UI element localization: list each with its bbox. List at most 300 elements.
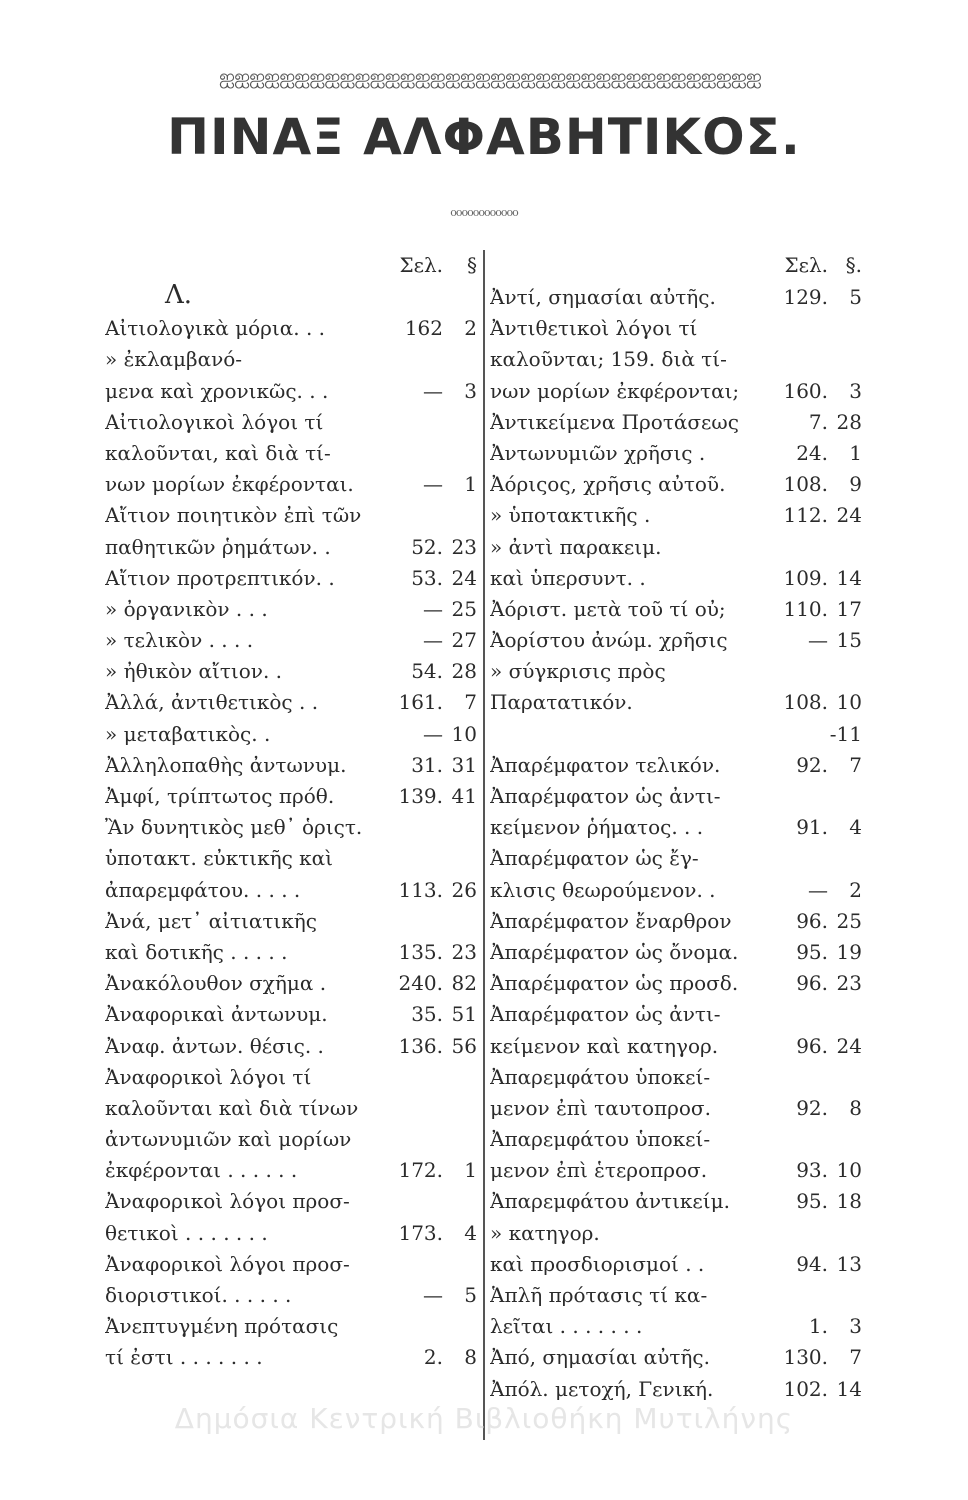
entry-text: Ἀορίστου ἀνώμ. χρῆσις bbox=[490, 628, 728, 653]
section-number bbox=[443, 1249, 477, 1280]
page-number: 108. bbox=[783, 472, 828, 497]
section-number bbox=[828, 781, 862, 812]
index-entry bbox=[105, 500, 477, 531]
index-entry bbox=[490, 1249, 862, 1280]
index-entry bbox=[105, 1249, 477, 1280]
section-number bbox=[828, 1280, 862, 1311]
index-entry bbox=[105, 594, 477, 625]
entry-text: Ἀπαρέμφατον ὡς ἀντι- bbox=[490, 1002, 721, 1027]
index-entry bbox=[105, 875, 477, 906]
index-entry bbox=[490, 1311, 862, 1342]
index-entry bbox=[105, 438, 477, 469]
section-number bbox=[443, 1124, 477, 1155]
entry-text: Ἀπαρεμφάτου ἀντικείμ. bbox=[490, 1189, 730, 1214]
entry-text: » μεταβατικὸς. . bbox=[105, 721, 271, 746]
index-entry bbox=[490, 750, 862, 781]
page-number: — bbox=[423, 721, 443, 746]
index-entry bbox=[105, 812, 477, 843]
entry-text: » ὑποτακτικῆς . bbox=[490, 503, 651, 528]
index-entry bbox=[490, 781, 862, 812]
section-number: 24 bbox=[836, 1033, 862, 1058]
section-number: 4 bbox=[849, 815, 862, 840]
title-ornament: oooooooooooo bbox=[450, 206, 518, 219]
entry-text: Ἂν δυνητικὸς μεθ᾽ ὁριςτ. bbox=[105, 815, 363, 840]
entry-text: κλισις θεωρούμενον. . bbox=[490, 877, 716, 902]
section-number bbox=[443, 1093, 477, 1124]
section-column-label: § bbox=[467, 253, 477, 277]
page-number: 91. bbox=[796, 815, 828, 840]
section-number: 8 bbox=[464, 1345, 477, 1370]
section-number bbox=[443, 500, 477, 531]
index-entry bbox=[105, 843, 477, 874]
page-number: 95. bbox=[796, 1189, 828, 1214]
right-column-header bbox=[490, 248, 862, 282]
index-entry bbox=[105, 968, 477, 999]
page-column-label: Σελ. bbox=[784, 253, 828, 277]
page-number bbox=[758, 1280, 828, 1311]
left-column bbox=[105, 248, 477, 1374]
section-number: 25 bbox=[451, 596, 477, 621]
page-number: 161. bbox=[398, 690, 443, 715]
index-entry bbox=[105, 1342, 477, 1373]
section-number: -11 bbox=[829, 721, 862, 746]
page-number: 108. bbox=[783, 690, 828, 715]
index-entry bbox=[105, 1031, 477, 1062]
index-entry bbox=[490, 1062, 862, 1093]
page-number bbox=[758, 1124, 828, 1155]
section-number: 82 bbox=[451, 971, 477, 996]
page-number bbox=[373, 407, 443, 438]
section-number bbox=[828, 344, 862, 375]
entry-text: Αἴτιον ποιητικὸν ἐπὶ τῶν bbox=[105, 503, 362, 528]
section-number: 9 bbox=[849, 472, 862, 497]
index-entry bbox=[490, 532, 862, 563]
page-number: 160. bbox=[783, 378, 828, 403]
page-number: — bbox=[423, 628, 443, 653]
index-entry bbox=[490, 906, 862, 937]
page-number: 93. bbox=[796, 1158, 828, 1183]
index-entry bbox=[490, 719, 862, 750]
entry-text: Ἀπαρέμφατον ὡς ὄνομα. bbox=[490, 939, 739, 964]
page-number bbox=[373, 1062, 443, 1093]
section-number: 1 bbox=[849, 440, 862, 465]
page-number bbox=[373, 1311, 443, 1342]
entry-text: Ἀμφί, τρίπτωτος πρόθ. bbox=[105, 784, 335, 808]
section-number bbox=[828, 313, 862, 344]
page-number: 240. bbox=[398, 971, 443, 996]
section-number: 26 bbox=[451, 877, 477, 902]
index-entry bbox=[490, 1124, 862, 1155]
page-number: 7. bbox=[808, 409, 828, 434]
index-entry bbox=[490, 1218, 862, 1249]
page-number: 96. bbox=[796, 908, 828, 933]
entry-text: Ἀντί, σημασίαι αὐτῆς. bbox=[490, 285, 716, 309]
entry-text: διοριστικοί. . . . . . bbox=[105, 1283, 292, 1307]
section-number: 14 bbox=[836, 1376, 862, 1401]
index-entry bbox=[105, 469, 477, 500]
section-number: 23 bbox=[836, 971, 862, 996]
page-number: 54. bbox=[411, 659, 443, 684]
page-number: 113. bbox=[398, 877, 443, 902]
section-number: 41 bbox=[451, 784, 477, 808]
page-number: 136. bbox=[398, 1033, 443, 1058]
entry-text: Ἀλληλοπαθὴς ἀντωνυμ. bbox=[105, 752, 347, 777]
page-number: 172. bbox=[398, 1158, 443, 1183]
page-number: — bbox=[808, 877, 828, 902]
page-number: 129. bbox=[783, 285, 828, 309]
index-entry bbox=[490, 656, 862, 687]
index-entry bbox=[490, 937, 862, 968]
entry-text: Ἀναφορικοὶ λόγοι τί bbox=[105, 1064, 312, 1089]
page-number: — bbox=[423, 596, 443, 621]
section-number bbox=[443, 1186, 477, 1217]
page-number: 95. bbox=[796, 939, 828, 964]
index-entry bbox=[105, 1155, 477, 1186]
page-number: — bbox=[423, 1283, 443, 1307]
page-number: 24. bbox=[796, 440, 828, 465]
entry-text: » κατηγορ. bbox=[490, 1220, 600, 1245]
index-entry bbox=[105, 1311, 477, 1342]
page-number: 2. bbox=[423, 1345, 443, 1370]
page-number: 173. bbox=[398, 1220, 443, 1245]
section-number: 19 bbox=[836, 939, 862, 964]
index-entry bbox=[490, 469, 862, 500]
column-divider bbox=[483, 250, 485, 1440]
page-number: 135. bbox=[398, 939, 443, 964]
index-entry bbox=[105, 532, 477, 563]
section-number: 24 bbox=[836, 503, 862, 528]
section-number bbox=[443, 812, 477, 843]
index-entry bbox=[490, 1186, 862, 1217]
entry-text: » ὀργανικὸν . . . bbox=[105, 596, 268, 621]
section-number: 3 bbox=[464, 378, 477, 403]
left-column-header bbox=[105, 248, 477, 282]
top-ornament-border: ஐஐஐஐஐஐஐஐஐஐஐஐஐஐஐஐஐஐஐஐஐஐஐஐஐஐஐஐஐஐஐஐஐஐஐஐ bbox=[219, 64, 761, 88]
index-entry bbox=[105, 687, 477, 718]
section-number: 23 bbox=[451, 939, 477, 964]
page-number bbox=[758, 781, 828, 812]
entry-text: » ἠθικὸν αἴτιον. . bbox=[105, 659, 283, 684]
page-number bbox=[373, 500, 443, 531]
index-entry bbox=[105, 937, 477, 968]
section-column-label: §. bbox=[845, 253, 862, 277]
section-number bbox=[828, 1124, 862, 1155]
index-entry bbox=[105, 625, 477, 656]
index-entry bbox=[105, 750, 477, 781]
index-entry bbox=[490, 687, 862, 718]
page-number bbox=[758, 313, 828, 344]
index-entry bbox=[490, 1093, 862, 1124]
section-number: 10 bbox=[451, 721, 477, 746]
entry-text: Ἀπαρέμφατον ὡς προσδ. bbox=[490, 971, 739, 996]
section-number bbox=[443, 906, 477, 937]
index-entry bbox=[105, 1280, 477, 1311]
section-number: 3 bbox=[849, 1314, 862, 1339]
entry-text: κείμενον καὶ κατηγορ. bbox=[490, 1033, 719, 1058]
section-number: 10 bbox=[836, 1158, 862, 1183]
page-number: 96. bbox=[796, 971, 828, 996]
entry-text: Παρατατικόν. bbox=[490, 690, 633, 715]
section-number: 7 bbox=[849, 752, 862, 777]
section-number: 1 bbox=[464, 472, 477, 497]
index-entry bbox=[105, 344, 477, 375]
page-number bbox=[373, 1124, 443, 1155]
entry-text: Ἀπαρέμφατον ἔναρθρον bbox=[490, 908, 732, 933]
entry-text: καλοῦνται; 159. διὰ τί- bbox=[490, 347, 727, 372]
entry-text: θετικοὶ . . . . . . . bbox=[105, 1220, 268, 1245]
section-number: 28 bbox=[836, 409, 862, 434]
section-number: 24 bbox=[451, 565, 477, 590]
entry-text: μενα καὶ χρονικῶς. . . bbox=[105, 378, 329, 403]
index-entry bbox=[490, 344, 862, 375]
page-number: 130. bbox=[783, 1345, 828, 1370]
entry-text: » τελικὸν . . . . bbox=[105, 628, 254, 653]
index-entry bbox=[490, 313, 862, 344]
section-number: 27 bbox=[451, 628, 477, 653]
entry-text: Αἰτιολογικὰ μόρια. . . bbox=[105, 316, 326, 341]
page-number: 96. bbox=[796, 1033, 828, 1058]
page-number: 92. bbox=[796, 1095, 828, 1120]
section-number: 25 bbox=[836, 908, 862, 933]
page-number: 94. bbox=[796, 1251, 828, 1276]
section-number bbox=[443, 344, 477, 375]
index-entry bbox=[105, 719, 477, 750]
section-number bbox=[443, 438, 477, 469]
section-number: 14 bbox=[836, 565, 862, 590]
section-number: 5 bbox=[464, 1283, 477, 1307]
section-number: 51 bbox=[451, 1002, 477, 1027]
section-number: 7 bbox=[849, 1345, 862, 1370]
section-number: 15 bbox=[836, 628, 862, 653]
section-number bbox=[443, 1311, 477, 1342]
entry-text: ἀντωνυμιῶν καὶ μορίων bbox=[105, 1127, 352, 1152]
page-number: — bbox=[423, 378, 443, 403]
page-number bbox=[373, 282, 443, 313]
entry-text: Ἀναφ. ἀντων. θέσις. . bbox=[105, 1033, 324, 1058]
entry-text: Ἀπαρεμφάτου ὑποκεί- bbox=[490, 1064, 711, 1089]
entry-text: Αἴτιον προτρεπτικόν. . bbox=[105, 565, 335, 590]
entry-text: Ἀπαρέμφατον τελικόν. bbox=[490, 752, 721, 777]
section-number bbox=[828, 656, 862, 687]
section-number bbox=[828, 1062, 862, 1093]
entry-text: Ἁπλῆ πρότασις τί κα- bbox=[490, 1283, 708, 1307]
section-number: 18 bbox=[836, 1189, 862, 1214]
index-entry bbox=[490, 1155, 862, 1186]
right-entry-list bbox=[490, 282, 862, 1405]
entry-text: μενον ἐπὶ ταυτοπροσ. bbox=[490, 1095, 711, 1120]
page-number: — bbox=[423, 472, 443, 497]
index-entry bbox=[105, 999, 477, 1030]
entry-text: Ἀόριστ. μετὰ τοῦ τί οὐ; bbox=[490, 596, 726, 621]
index-entry bbox=[490, 376, 862, 407]
page-column-label: Σελ. bbox=[399, 253, 443, 277]
entry-text: ἐκφέρονται . . . . . . bbox=[105, 1158, 298, 1183]
index-entry bbox=[105, 1062, 477, 1093]
index-entry bbox=[490, 563, 862, 594]
page-number: 110. bbox=[783, 596, 828, 621]
entry-text: κείμενον ῥήματος. . . bbox=[490, 815, 704, 840]
entry-text: Ἀνά, μετ᾽ αἰτιατικῆς bbox=[105, 908, 317, 933]
page-number bbox=[758, 532, 828, 563]
page-number: 139. bbox=[398, 784, 443, 808]
entry-text: λεῖται . . . . . . . bbox=[490, 1314, 643, 1339]
page-number: 1. bbox=[808, 1314, 828, 1339]
page-number bbox=[758, 719, 828, 750]
entry-text: Ἀπό, σημασίαι αὐτῆς. bbox=[490, 1345, 710, 1370]
entry-text: Ἀόριςος, χρῆσις αὐτοῦ. bbox=[490, 472, 726, 497]
index-entry bbox=[105, 781, 477, 812]
page-number bbox=[373, 1186, 443, 1217]
page-number bbox=[758, 999, 828, 1030]
index-entry bbox=[105, 906, 477, 937]
entry-text: καλοῦνται καὶ διὰ τίνων bbox=[105, 1095, 359, 1120]
page-number: 112. bbox=[783, 503, 828, 528]
page-number: — bbox=[808, 628, 828, 653]
index-entry bbox=[105, 1124, 477, 1155]
page-number: 109. bbox=[783, 565, 828, 590]
entry-text: ὑποτακτ. εὐκτικῆς καὶ bbox=[105, 846, 334, 871]
entry-text: Ἀνακόλουθον σχῆμα . bbox=[105, 971, 327, 996]
index-entry bbox=[490, 438, 862, 469]
index-entry bbox=[105, 656, 477, 687]
index-entry bbox=[105, 313, 477, 344]
section-number: 8 bbox=[849, 1095, 862, 1120]
section-number: 4 bbox=[464, 1220, 477, 1245]
entry-text: Ἀντωνυμιῶν χρῆσις . bbox=[490, 440, 706, 465]
index-entry bbox=[105, 1218, 477, 1249]
page-number: 35. bbox=[411, 1002, 443, 1027]
section-number bbox=[443, 843, 477, 874]
section-number: 2 bbox=[849, 877, 862, 902]
index-entry bbox=[105, 563, 477, 594]
page-title: ΠΙΝΑΞ ΑΛΦΑΒΗΤΙΚΟΣ. bbox=[167, 108, 801, 166]
library-watermark: Δημόσια Κεντρική Βιβλιοθήκη Μυτιλήνης bbox=[174, 1402, 794, 1435]
page-number bbox=[373, 906, 443, 937]
section-number: 28 bbox=[451, 659, 477, 684]
index-entry bbox=[490, 999, 862, 1030]
entry-text bbox=[105, 282, 373, 313]
page-number: 92. bbox=[796, 752, 828, 777]
entry-text: Αἰτιολογικοὶ λόγοι τί bbox=[105, 409, 324, 434]
page-number: 53. bbox=[411, 565, 443, 590]
entry-text: Ἀνεπτυγμένη πρότασις bbox=[105, 1314, 339, 1339]
index-entry bbox=[105, 407, 477, 438]
entry-text: νων μορίων ἐκφέρονται. bbox=[105, 472, 354, 497]
index-entry bbox=[105, 282, 477, 313]
page-number bbox=[373, 438, 443, 469]
entry-text: νων μορίων ἐκφέρονται; bbox=[490, 378, 740, 403]
entry-text: Ἀπαρεμφάτου ὑποκεί- bbox=[490, 1127, 711, 1152]
left-entry-list bbox=[105, 282, 477, 1374]
section-number bbox=[443, 1062, 477, 1093]
entry-text: παθητικῶν ῥημάτων. . bbox=[105, 534, 331, 559]
section-number: 17 bbox=[836, 596, 862, 621]
section-number: 5 bbox=[849, 285, 862, 309]
section-number: 56 bbox=[451, 1033, 477, 1058]
entry-text: καλοῦνται, καὶ διὰ τί- bbox=[105, 440, 331, 465]
index-entry bbox=[490, 1342, 862, 1373]
section-number: 7 bbox=[464, 690, 477, 715]
page-number bbox=[373, 1093, 443, 1124]
section-number: 31 bbox=[451, 752, 477, 777]
entry-text: » ἐκλαμβανό- bbox=[105, 347, 243, 372]
entry-text: καὶ προσδιορισμοί . . bbox=[490, 1251, 705, 1276]
page-number: 162 bbox=[404, 316, 443, 341]
index-entry bbox=[490, 282, 862, 313]
index-entry bbox=[490, 594, 862, 625]
section-number: 1 bbox=[464, 1158, 477, 1183]
page-number bbox=[373, 812, 443, 843]
entry-text: Ἀλλά, ἀντιθετικὸς . . bbox=[105, 690, 319, 715]
section-number: 3 bbox=[849, 378, 862, 403]
page-number bbox=[373, 843, 443, 874]
page-number: 52. bbox=[411, 534, 443, 559]
section-number: 2 bbox=[464, 316, 477, 341]
section-number bbox=[828, 532, 862, 563]
right-column bbox=[490, 248, 862, 1405]
index-entry bbox=[490, 500, 862, 531]
page-number bbox=[758, 1062, 828, 1093]
entry-text: ἀπαρεμφάτου. . . . . bbox=[105, 877, 301, 902]
entry-text: Ἀναφορικαὶ ἀντωνυμ. bbox=[105, 1002, 328, 1027]
section-number: 13 bbox=[836, 1251, 862, 1276]
index-entry bbox=[490, 1031, 862, 1062]
section-number bbox=[443, 282, 477, 313]
entry-text bbox=[490, 719, 758, 750]
index-entry bbox=[105, 1093, 477, 1124]
entry-text: Ἀπαρέμφατον ὡς ἔγ- bbox=[490, 846, 699, 871]
entry-text: μενον ἐπὶ ἑτεροπροσ. bbox=[490, 1158, 708, 1183]
entry-text: καὶ δοτικῆς . . . . . bbox=[105, 939, 288, 964]
index-entry bbox=[490, 1280, 862, 1311]
index-entry bbox=[105, 1186, 477, 1217]
section-number bbox=[443, 407, 477, 438]
page-number: 102. bbox=[783, 1376, 828, 1401]
page-number: 31. bbox=[411, 752, 443, 777]
section-number bbox=[828, 843, 862, 874]
entry-text: » ἀντὶ παρακειμ. bbox=[490, 534, 662, 559]
section-letter: Λ. bbox=[165, 280, 193, 310]
entry-text: Ἀντικείμενα Προτάσεως bbox=[490, 409, 739, 434]
index-entry bbox=[105, 376, 477, 407]
page-number bbox=[758, 1218, 828, 1249]
section-number: 10 bbox=[836, 690, 862, 715]
index-entry bbox=[490, 1374, 862, 1405]
page-number bbox=[758, 344, 828, 375]
page-number bbox=[758, 843, 828, 874]
page-number bbox=[373, 1249, 443, 1280]
entry-text: τί ἐστι . . . . . . . bbox=[105, 1345, 263, 1370]
page-number bbox=[373, 344, 443, 375]
index-entry bbox=[490, 843, 862, 874]
section-number: 23 bbox=[451, 534, 477, 559]
index-entry bbox=[490, 875, 862, 906]
index-entry bbox=[490, 812, 862, 843]
entry-text: καὶ ὑπερσυντ. . bbox=[490, 565, 646, 590]
section-number bbox=[828, 999, 862, 1030]
index-entry bbox=[490, 968, 862, 999]
entry-text: Ἀπαρέμφατον ὡς ἀντι- bbox=[490, 784, 721, 808]
page-number bbox=[758, 656, 828, 687]
index-entry bbox=[490, 407, 862, 438]
section-number bbox=[828, 1218, 862, 1249]
entry-text: Ἀναφορικοὶ λόγοι προσ- bbox=[105, 1189, 350, 1214]
entry-text: » σύγκρισις πρὸς bbox=[490, 659, 666, 684]
index-entry bbox=[490, 625, 862, 656]
entry-text: Ἀναφορικοὶ λόγοι προσ- bbox=[105, 1251, 350, 1276]
entry-text: Ἀντιθετικοὶ λόγοι τί bbox=[490, 316, 698, 341]
entry-text: Ἀπόλ. μετοχή, Γενική. bbox=[490, 1376, 714, 1401]
